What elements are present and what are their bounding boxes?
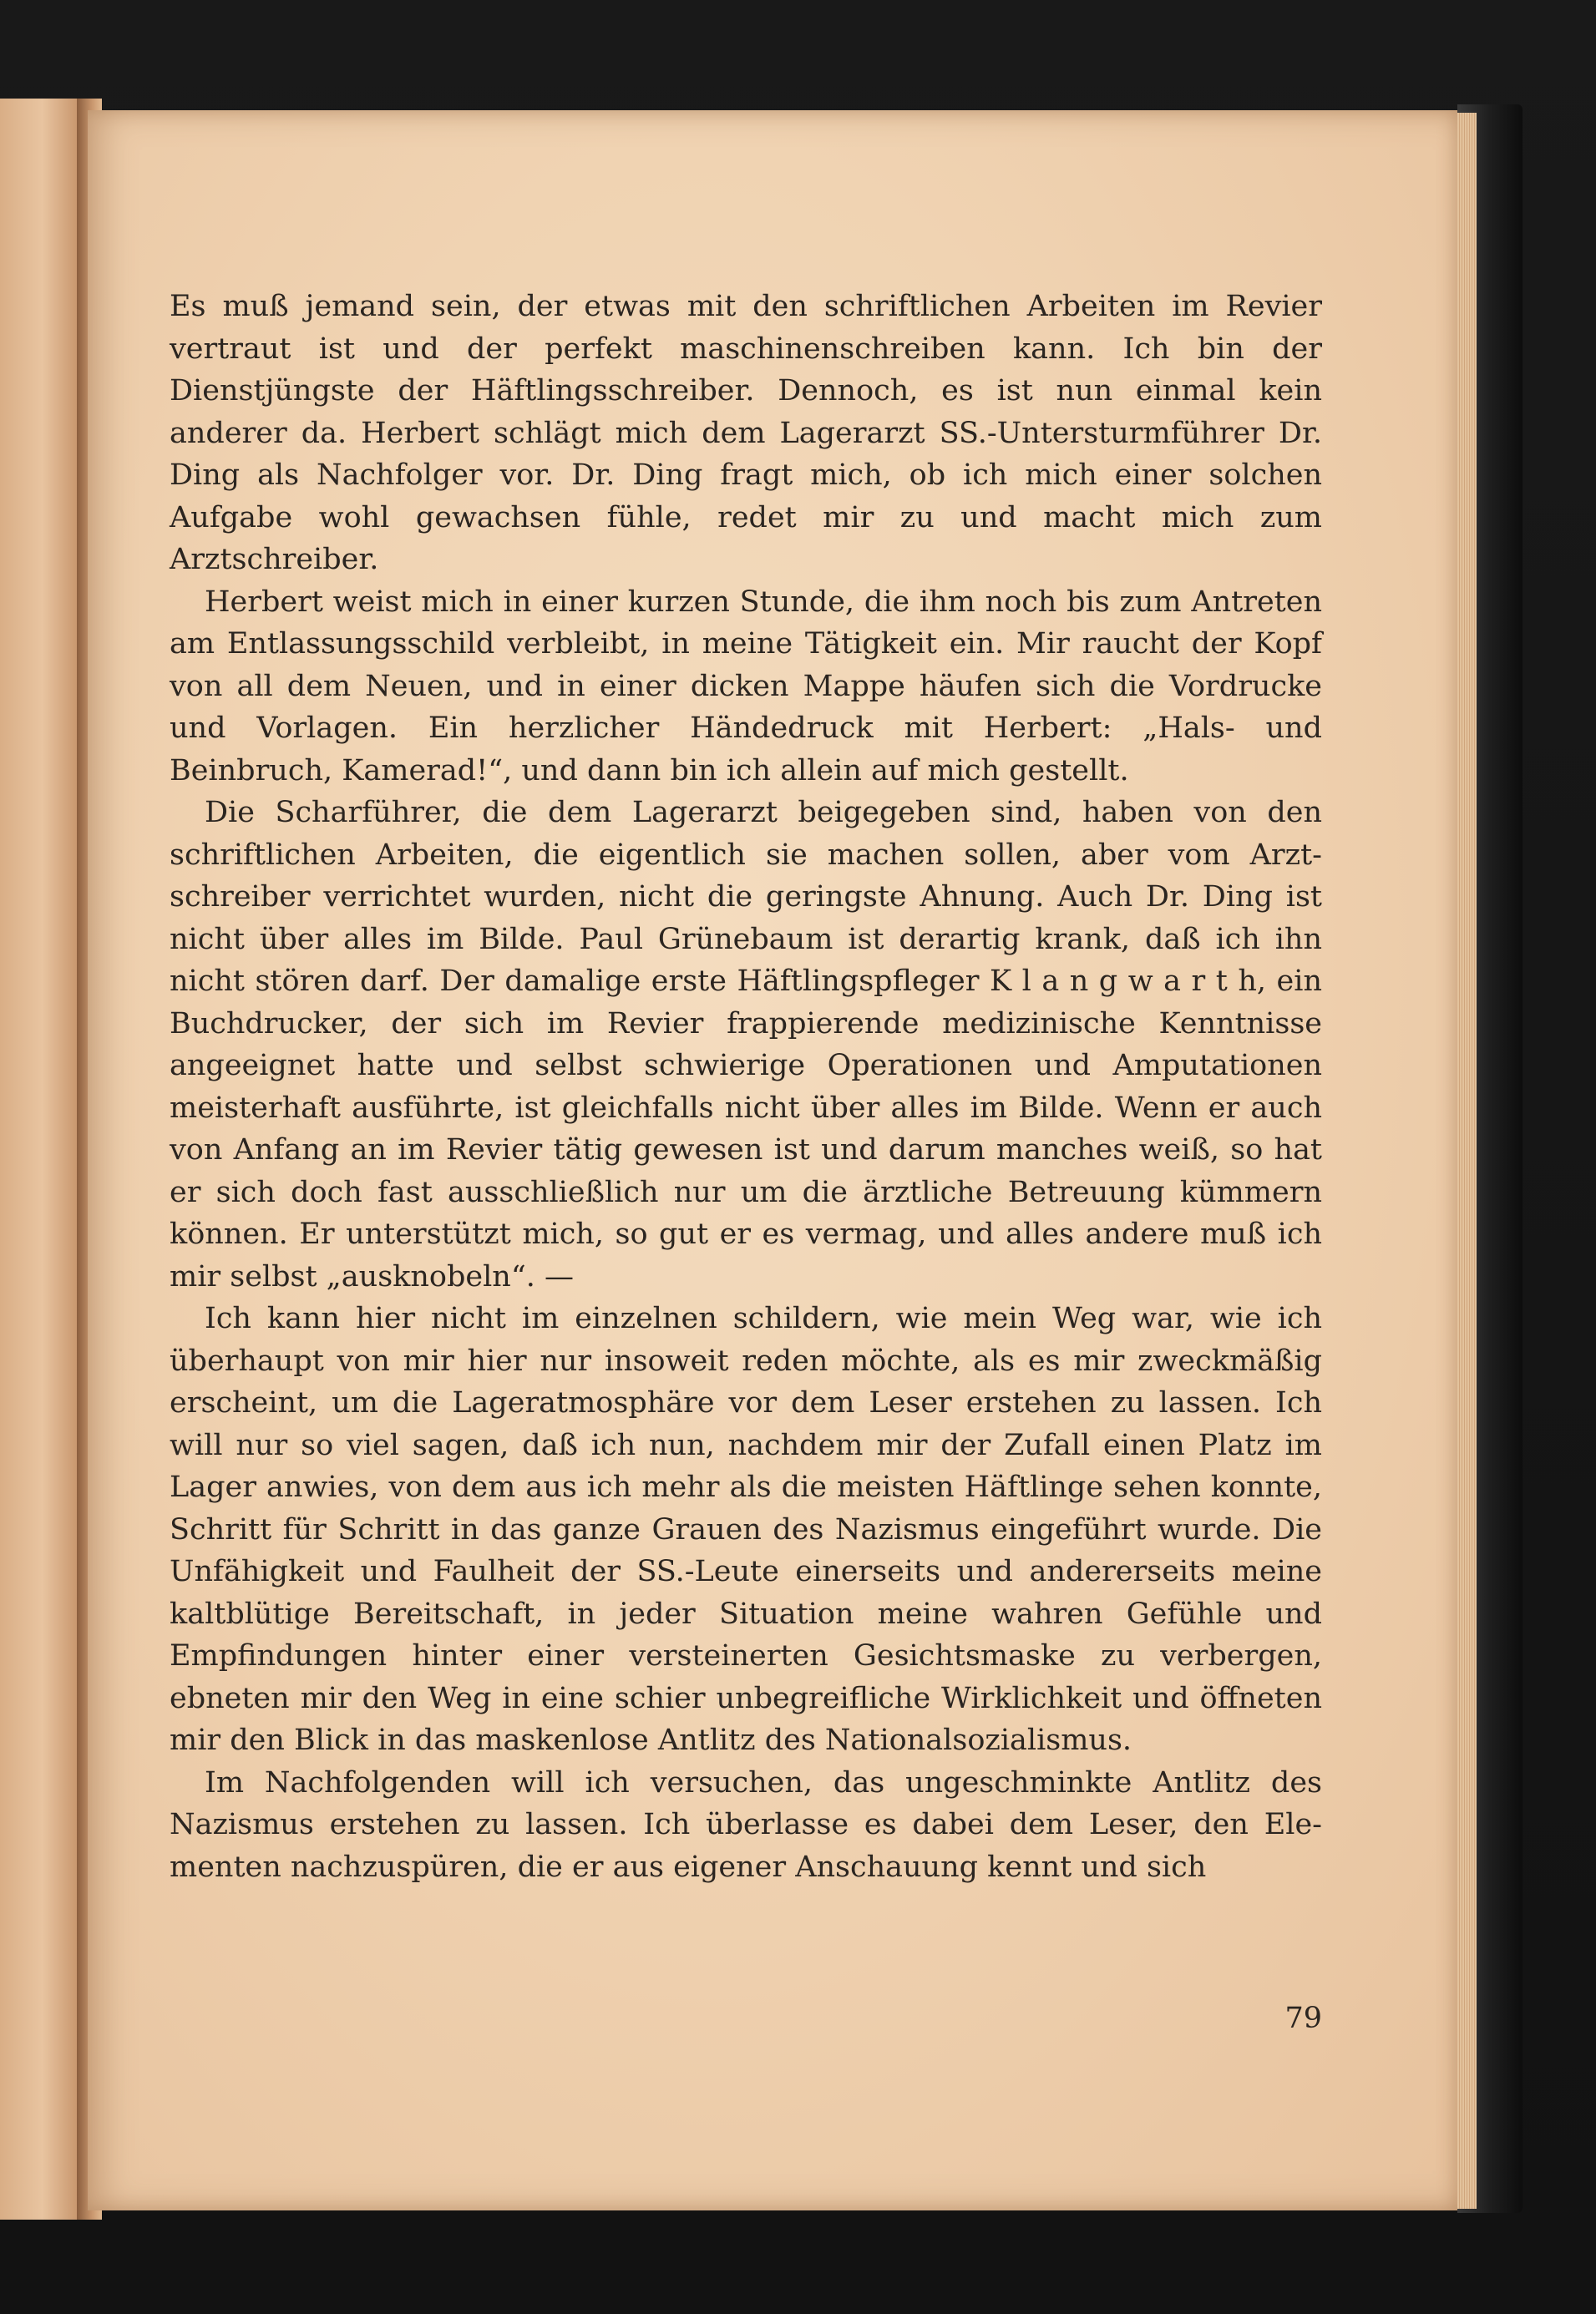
page-number: 79 [1284, 2002, 1322, 2035]
book-page [88, 110, 1457, 2210]
paragraph: Im Nachfolgenden will ich versuchen, das ungeschminkte Antlitz des Nazismus erstehen zu lassen. Ich überlasse es dabei dem Leser, den Elementen nachzuspüren, die er aus eigener Anschauung kennt und sich [170, 1765, 1322, 1884]
paragraph: Ich kann hier nicht im einzelnen schildern, wie mein Weg war, wie ich überhaupt von mir hier nur insoweit reden möchte, als es mir zweckmäßig erscheint, um die Lageratmosphäre vor dem Leser erstehen zu lassen. Ich will nur so viel sagen, daß ich nun, nachdem mir der Zufall einen Platz im Lager anwies, von dem aus ich mehr als die meisten Häftlinge sehen konnte, Schritt für Schritt in das ganze Grauen des Nazismus eingeführt wurde. Die Unfähigkeit und Faulheit der SS.-Leute einerseits und andererseits meine kaltblütige Bereitschaft, in jeder Situation meine wahren Gefühle und Empfindungen hinter einer versteinerten Gesichtsmaske zu verbergen, ebneten mir den Weg in eine schier unbegreifliche Wirklichkeit und öffneten mir den Blick in das maskenlose Antlitz des Nationalsozialismus. [170, 1302, 1322, 1757]
paragraph: Es muß jemand sein, der etwas mit den schriftlichen Arbeiten im Revier vertraut ist und der perfekt maschinenschreiben kann. Ich bin der Dienstjüngste der Häftlingsschreiber. Dennoch, es ist nun einmal kein anderer da. Herbert schlägt mich dem Lagerarzt SS.-Untersturmführer Dr. Ding als Nachfolger vor. Dr. Ding fragt mich, ob ich mich einer solchen Aufgabe wohl gewachsen fühle, redet mir zu und macht mich zum Arztschreiber. [170, 290, 1322, 576]
body-text [170, 286, 1322, 1888]
paragraph: Herbert weist mich in einer kurzen Stunde, die ihm noch bis zum Antreten am Entlassungsschild verbleibt, in meine Tätigkeit ein. Mir raucht der Kopf von all dem Neuen, und in einer dicken Mappe häufen sich die Vordrucke und Vorlagen. Ein herzlicher Händedruck mit Herbert: „Hals- und Beinbruch, Kamerad!“, und dann bin ich allein auf mich gestellt. [170, 585, 1322, 787]
paragraph: Die Scharführer, die dem Lagerarzt beigegeben sind, haben von den schriftlichen Arbeiten, die eigentlich sie machen sollen, aber vom Arztschreiber verrichtet wurden, nicht die geringste Ahnung. Auch Dr. Ding ist nicht über alles im Bilde. Paul Grünebaum ist derartig krank, daß ich ihn nicht stören darf. Der damalige erste Häftlingspfleger K l a n g w a r t h, ein Buchdrucker, der sich im Revier frappierende medizinische Kenntnisse angeeignet hatte und selbst schwierige Operationen und Amputationen meisterhaft ausführte, ist gleichfalls nicht über alles im Bilde. Wenn er auch von Anfang an im Revier tätig gewesen ist und darum manches weiß, so hat er sich doch fast ausschließlich nur um die ärztliche Betreuung kümmern können. Er unterstützt mich, so gut er es vermag, und alles andere muß ich mir selbst „ausknobeln“. — [170, 796, 1322, 1294]
left-page-edge [0, 99, 77, 2220]
